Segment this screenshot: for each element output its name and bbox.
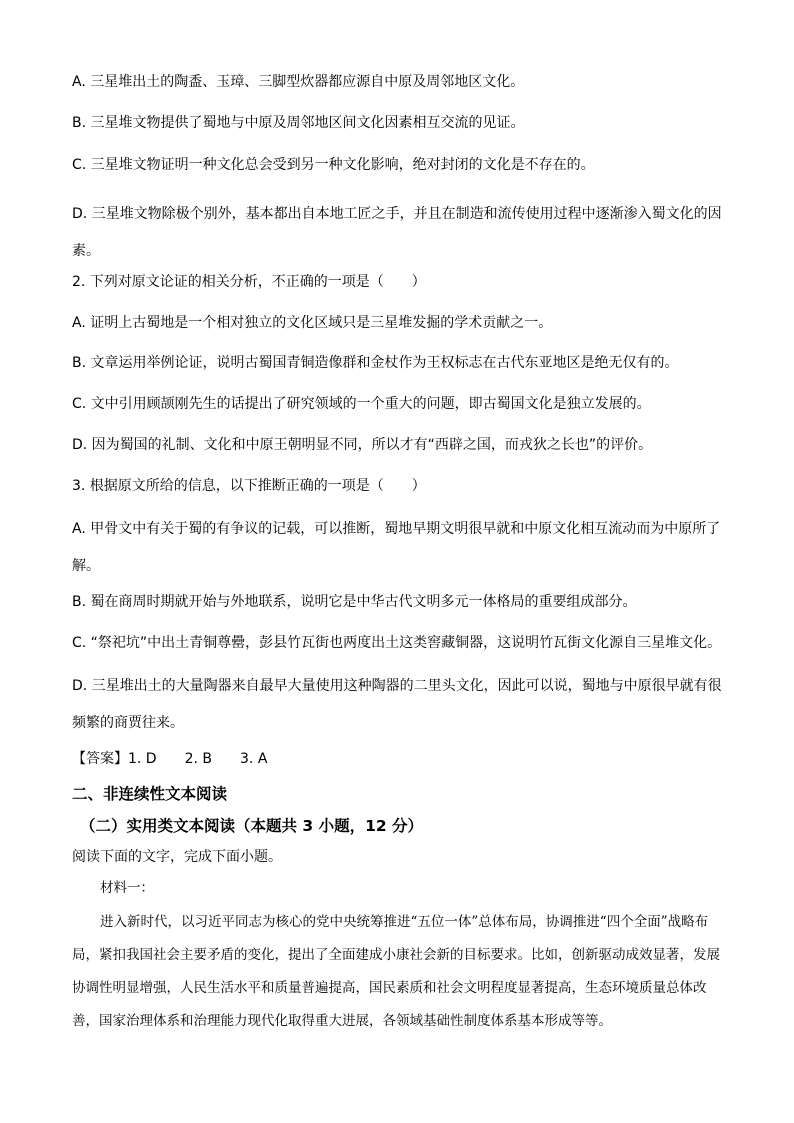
answer-2: 2. B — [184, 751, 213, 767]
q3-option-d: D. 三星堆出土的大量陶器来自最早大量使用这种陶器的二里头文化，因此可以说，蜀地与中原很早就有很频繁的商贾往来。 — [72, 678, 722, 731]
answer-label: 【答案】 — [72, 751, 128, 767]
answer-3: 3. A — [240, 751, 268, 767]
q2-option-b: B. 文章运用举例论证，说明古蜀国青铜造像群和金杖作为王权标志在古代东亚地区是绝无仅有的。 — [72, 355, 679, 371]
q3-option-a: A. 甲骨文中有关于蜀的有争议的记载，可以推断，蜀地早期文明很早就和中原文化相互流动而为中原所了解。 — [72, 521, 721, 574]
q1-option-a: A. 三星堆出土的陶盉、玉璋、三脚型炊器都应源自中原及周邻地区文化。 — [72, 74, 525, 90]
answer-1: 1. D — [128, 751, 157, 767]
q3-option-b: B. 蜀在商周时期就开始与外地联系，说明它是中华古代文明多元一体格局的重要组成部分。 — [72, 594, 637, 610]
q2-option-d: D. 因为蜀国的礼制、文化和中原王朝明显不同，所以才有“西辟之国，而戎狄之长也”的评价。 — [72, 437, 653, 453]
q1-option-d: D. 三星堆文物除极个别外，基本都出自本地工匠之手，并且在制造和流传使用过程中逐渐渗入蜀文化的因素。 — [72, 206, 722, 259]
q1-option-c: C. 三星堆文物证明一种文化总会受到另一种文化影响，绝对封闭的文化是不存在的。 — [72, 157, 595, 173]
material-text: 进入新时代，以习近平同志为核心的党中央统筹推进“五位一体”总体布局，协调推进“四个全面”战略布局，紧扣我国社会主要矛盾的变化，提出了全面建成小康社会新的目标要求。比如，创新驱动成效显著，发展协调性明显增强，人民生活水平和质量普遍提高，国民素质和社会文明程度显著提高，生态环境质量总体改善，国家治理体系和治理能力现代化取得重大进展，各领域基础性制度体系基本形成等等。 — [72, 914, 720, 1029]
reading-instruction: 阅读下面的文字，完成下面小题。 — [72, 849, 282, 865]
section-title: 二、非连续性文本阅读 — [72, 785, 228, 803]
answer-line — [72, 749, 732, 769]
q2-stem: 2. 下列对原文论证的相关分析，不正确的一项是（ ） — [72, 274, 426, 290]
material-label: 材料一： — [100, 880, 154, 896]
q3-stem: 3. 根据原文所给的信息，以下推断正确的一项是（ ） — [72, 478, 426, 494]
q1-option-b: B. 三星堆文物提供了蜀地与中原及周邻地区间文化因素相互交流的见证。 — [72, 115, 525, 131]
q2-option-c: C. 文中引用顾颉刚先生的话提出了研究领域的一个重大的问题，即古蜀国文化是独立发展的。 — [72, 396, 651, 412]
q3-option-c: C. “祭祀坑”中出土青铜尊罍，彭县竹瓦街也两度出土这类窖藏铜器，这说明竹瓦街文化源自三星堆文化。 — [72, 635, 722, 651]
section-subtitle: （二）实用类文本阅读（本题共 3 小题，12 分） — [80, 817, 424, 835]
q2-option-a: A. 证明上古蜀地是一个相对独立的文化区域只是三星堆发掘的学术贡献之一。 — [72, 315, 553, 331]
